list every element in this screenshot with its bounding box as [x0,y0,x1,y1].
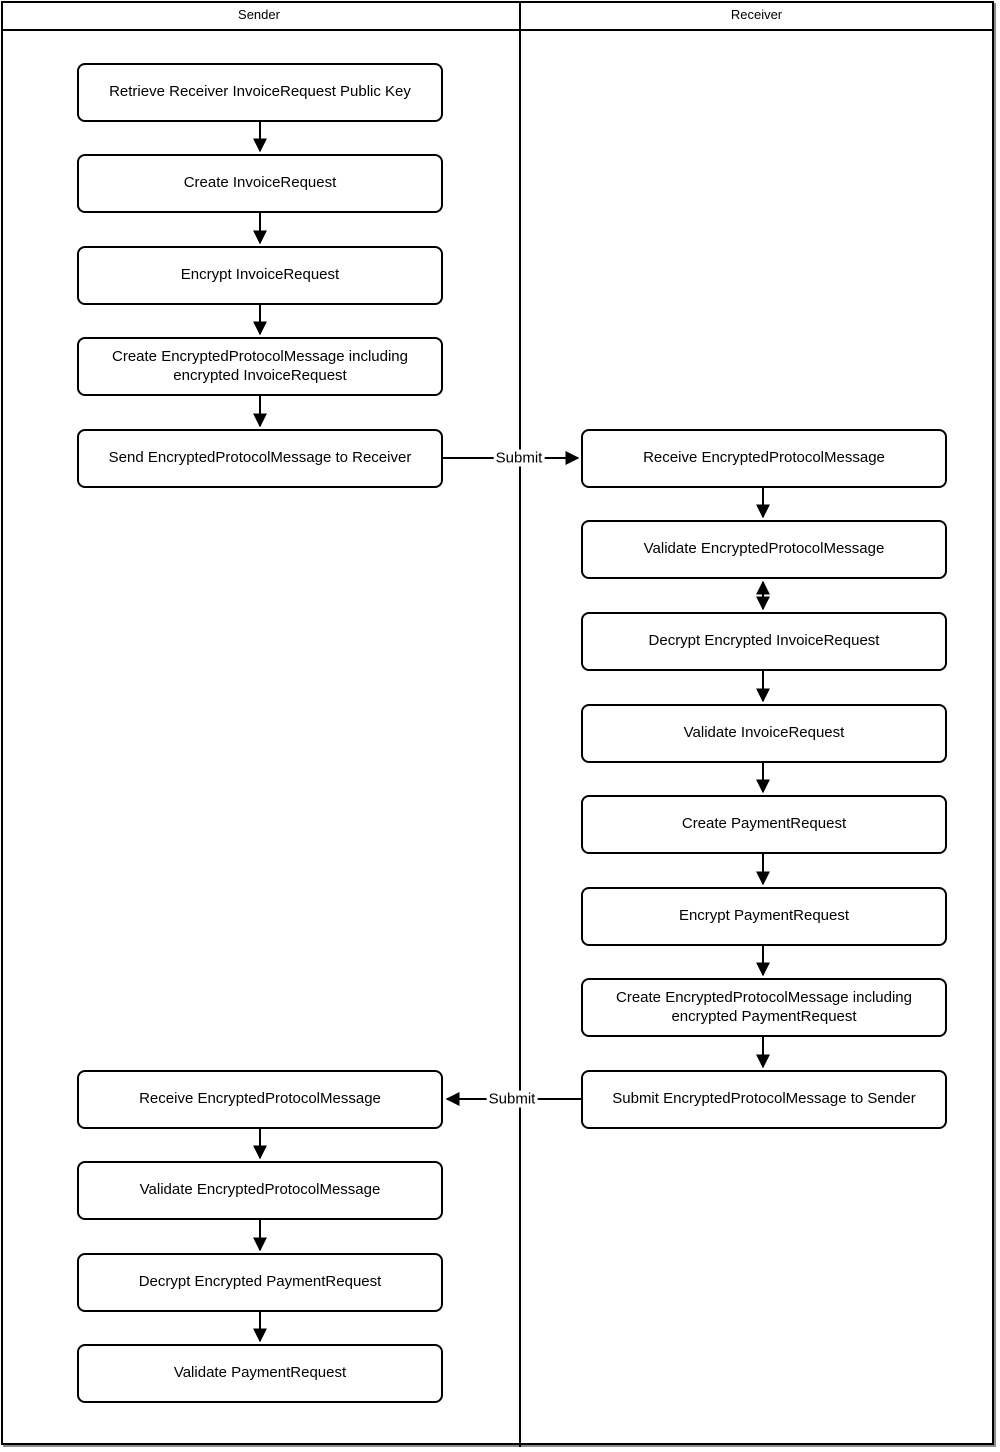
node-label: Decrypt Encrypted PaymentRequest [138,1273,382,1291]
node-label: Submit EncryptedProtocolMessage to Sender [612,1090,916,1108]
node-retrieve-receiver-invoicerequest-public-key [77,63,443,122]
node-label: Create EncryptedProtocolMessage including encrypted InvoiceRequest [112,347,408,384]
swimlane-header-sender-label: Sender [238,6,280,22]
node-label: Receive EncryptedProtocolMessage [643,449,885,467]
node-receiver-receive-encryptedprotocolmessage [581,429,947,488]
node-create-encryptedprotocolmessage-invoicerequest [77,337,443,396]
node-label: Validate InvoiceRequest [683,724,845,742]
node-create-invoicerequest [77,154,443,213]
node-decrypt-encrypted-paymentrequest [77,1253,443,1312]
node-label: Receive EncryptedProtocolMessage [139,1090,381,1108]
edge-label-submit-to-sender: Submit [488,1090,536,1108]
node-label: Validate PaymentRequest [173,1364,347,1382]
node-encrypt-paymentrequest [581,887,947,946]
node-label: Send EncryptedProtocolMessage to Receiver [108,449,412,467]
node-send-encryptedprotocolmessage-to-receiver [77,429,443,488]
lane-divider [519,1,521,1447]
node-label: Create PaymentRequest [681,815,847,833]
swimlane-header-sender [0,0,518,28]
swimlane-header-receiver [520,0,993,28]
node-receiver-validate-encryptedprotocolmessage [581,520,947,579]
node-label: Validate EncryptedProtocolMessage [643,540,885,558]
node-label: Validate EncryptedProtocolMessage [139,1181,381,1199]
node-sender-validate-encryptedprotocolmessage [77,1161,443,1220]
node-submit-encryptedprotocolmessage-to-sender [581,1070,947,1129]
node-label: Encrypt InvoiceRequest [180,266,340,284]
node-label: Create EncryptedProtocolMessage including encrypted PaymentRequest [616,988,912,1025]
node-validate-invoicerequest [581,704,947,763]
node-validate-paymentrequest [77,1344,443,1403]
node-encrypt-invoicerequest [77,246,443,305]
node-label: Decrypt Encrypted InvoiceRequest [648,632,880,650]
node-create-paymentrequest [581,795,947,854]
edge-label-submit-to-receiver: Submit [495,449,543,467]
node-decrypt-encrypted-invoicerequest [581,612,947,671]
node-label: Retrieve Receiver InvoiceRequest Public Key [109,83,411,101]
node-create-encryptedprotocolmessage-paymentrequest [581,978,947,1037]
node-sender-receive-encryptedprotocolmessage [77,1070,443,1129]
node-label: Create InvoiceRequest [183,174,337,192]
node-label: Encrypt PaymentRequest [678,907,850,925]
swimlane-header-receiver-label: Receiver [730,6,783,22]
